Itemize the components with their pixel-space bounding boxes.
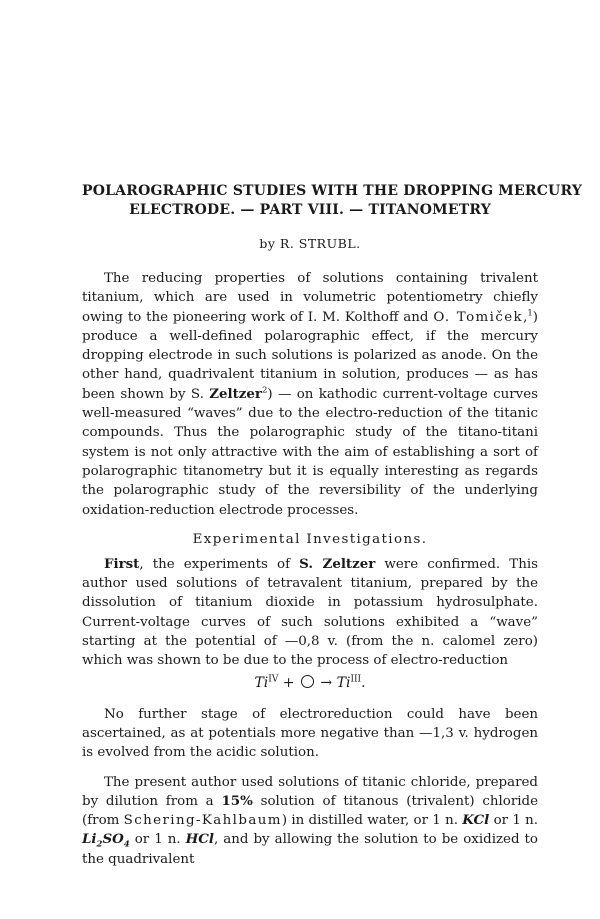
so-symbol: SO <box>102 831 124 848</box>
electron-circle-icon <box>301 675 314 688</box>
section-heading: Experimental Investigations. <box>192 531 428 547</box>
para4-text-4: , and by allowing the solution to be oxidized to the quadrivalent <box>82 832 538 867</box>
so-subscript: 4 <box>123 840 130 851</box>
or-1: or <box>489 813 513 829</box>
title-line-1: POLAROGRAPHIC STUDIES WITH THE DROPPING MERCURY <box>82 183 583 199</box>
formula-end: . <box>361 674 366 691</box>
para4-text-1: The present author used solutions of titanic chloride, prepared by dilution from a <box>82 774 538 809</box>
footnote-ref-1: 1 <box>527 308 533 319</box>
paragraph-4 <box>82 773 538 869</box>
conc-1: 1 n. <box>432 813 463 829</box>
author-byline: by R. STRUBL. <box>259 236 361 251</box>
intro-text-3: ) — on kathodic current-voltage curves well-measured “waves” due to the electro-reduction of the titanic compounds. Thus the polarographic study of the titano-titani system is not only attractive with the aim of establishing a sort of polarographic titanometry but it is equally interesting as regards the polarographic study of the reversibility of the underlying oxidation-reduction electrode processes. <box>82 386 538 518</box>
formula-sup-iii: III <box>350 673 362 684</box>
formula-kcl: KCl <box>462 812 490 829</box>
intro-text-2: ) produce a well-defined polarographic effect, if the mercury dropping electrode in such solutions is polarized as anode. On the other hand, quadrivalent titanium in solution, produces — as has been shown by S. <box>82 309 538 402</box>
para2-text-1: , the experiments of <box>139 556 300 572</box>
conc-2: 1 n. <box>512 813 539 829</box>
formula-hcl: HCl <box>185 831 215 848</box>
formula-ti-1: Ti <box>254 674 269 691</box>
li-symbol: Li <box>82 831 97 848</box>
formula-li2so4 <box>82 831 130 851</box>
percent-value: 15% <box>221 792 253 809</box>
para2-text-2: were confirmed. This author used solutions of tetravalent titanium, prepared by the dissolution of titanium dioxide in potassium hydrosulphate. Current-voltage curves of such solutions exhibited a “wave” starting at the potential of —0,8 v. (from the n. calomel zero) which was shown to be due to the process of electro-reduction <box>82 556 539 669</box>
author-ref-zeltzer-2: S. Zeltzer <box>299 555 376 572</box>
paper-title <box>82 182 583 220</box>
author-ref-tomicek: O. Tomiček <box>433 309 524 325</box>
author-ref-zeltzer: Zeltzer <box>209 385 262 402</box>
first-word: First <box>104 555 140 572</box>
para4-text-3: ) in distilled water, or <box>281 813 433 829</box>
conc-3: 1 n. <box>154 832 186 848</box>
intro-text-1: The reducing properties of solutions containing trivalent titanium, which are used in volumetric potentiometry chiefly owing to the pioneering work of I. M. Kolthoff and <box>82 271 538 325</box>
paragraph-2 <box>82 555 538 671</box>
or-2: or <box>129 832 155 848</box>
formula-arrow: → <box>315 674 337 691</box>
paragraph-3: No further stage of electroreduction could have been ascertained, as at potentials more negative than —1,3 v. hydrogen is evolved from the acidic solution. <box>82 706 538 761</box>
intro-paragraph: The reducing properties of solutions containing trivalent titanium, which are used in volumetric potentiometry chiefly owing to the pioneering work of I. M. Kolthoff and O. Tomiček,$^1$) produce a well-defined polarographic effect, if the mercury dropping electrode in such solutions is polarized as anode. On the other hand, quadrivalent titanium in solution, produces — as has been shown by S. Zeltzer$^2$) — on kathodic current-voltage curves well-measured “waves” due to the electro-reduction of the titanic compounds. Thus the polarographic study of the titano-titani system is not only attractive with the aim of establishing a sort of polarographic titanometry but it is equally interesting as regards the polarographic study of the reversibility of the underlying oxidation-reduction electrode processes. <box>82 271 538 518</box>
formula-plus: + <box>278 674 299 691</box>
title-line-2: ELECTRODE. — PART VIII. — TITANOMETRY <box>129 202 491 218</box>
li-subscript: 2 <box>96 840 103 851</box>
para4-text-2: solution of titanous (trivalent) chloride (from <box>82 793 538 829</box>
reduction-formula <box>82 675 538 691</box>
footnote-ref-2: 2 <box>261 385 268 396</box>
formula-sup-iv: IV <box>268 673 279 684</box>
supplier-name: Schering-Kahlbaum <box>123 813 282 829</box>
formula-ti-2: Ti <box>336 674 351 691</box>
